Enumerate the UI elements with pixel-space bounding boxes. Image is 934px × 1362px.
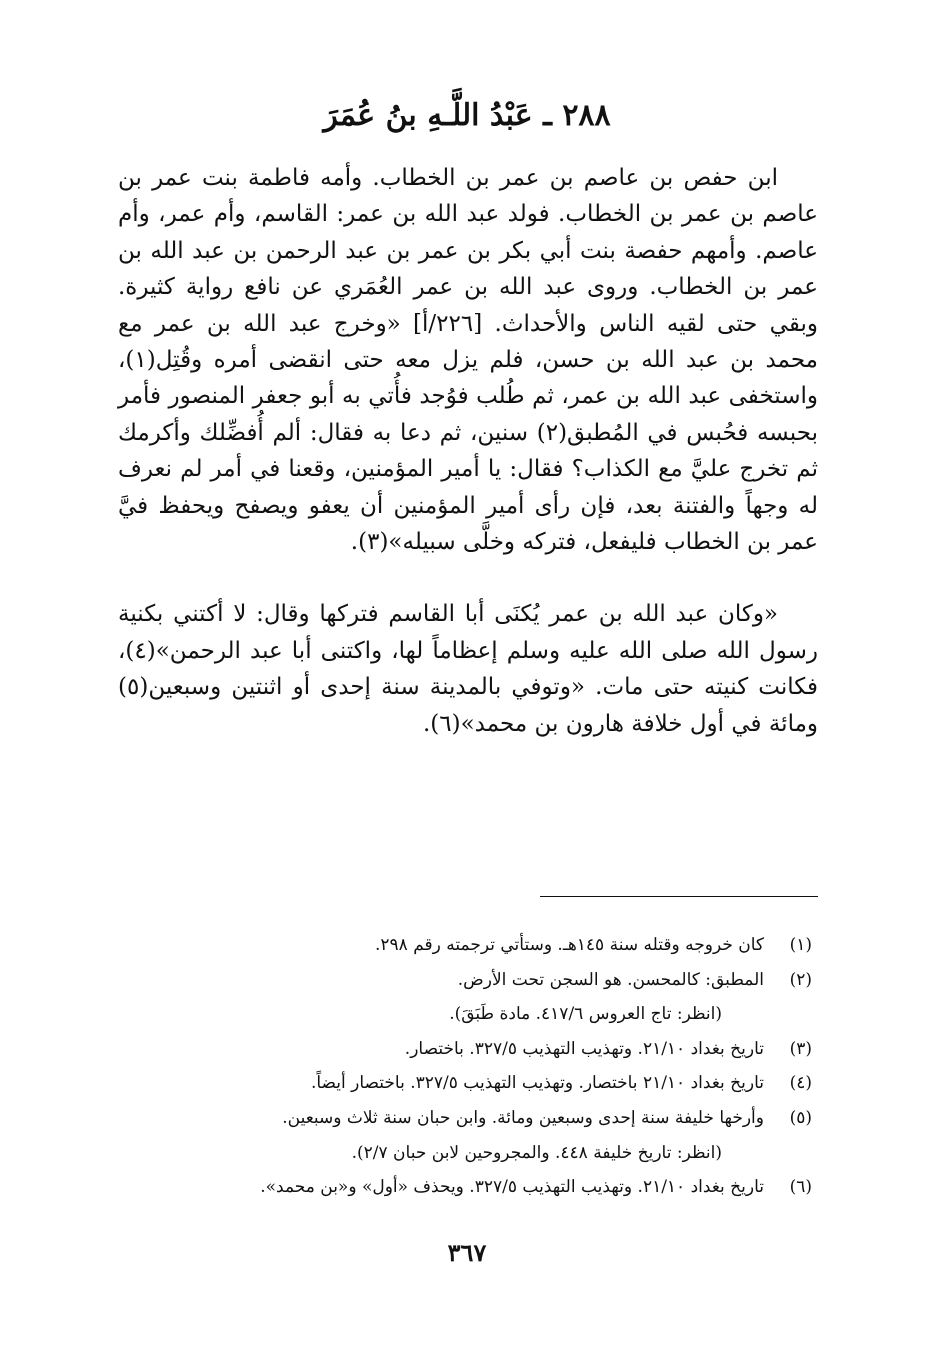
footnote-4 [130, 1066, 812, 1101]
footnote-number: (١) [789, 935, 812, 955]
footnote-1 [130, 928, 812, 963]
entry-title: ٢٨٨ ـ عَبْدُ اللَّـهِ بنُ عُمَرَ [323, 98, 611, 133]
footnote-3 [130, 1032, 812, 1067]
footnote-5-continuation: (انظر: تاريخ خليفة ٤٤٨. والمجروحين لابن حبان ٢/٧). [351, 1142, 722, 1163]
main-text [118, 160, 818, 742]
footnotes [130, 928, 812, 1205]
footnote-2 [130, 963, 812, 998]
footnote-text: تاريخ بغداد ٢١/١٠. وتهذيب التهذيب ٣٢٧/٥. ويحذف «أول» و«بن محمد». [260, 1177, 764, 1198]
footnote-2-continuation: (انظر: تاج العروس ٤١٧/٦. مادة طَبَقَ). [449, 1004, 722, 1025]
footnote-text: تاريخ بغداد ٢١/١٠. وتهذيب التهذيب ٣٢٧/٥. باختصار. [404, 1038, 764, 1059]
footnote-number: (٤) [789, 1073, 812, 1094]
footnote-5 [130, 1101, 812, 1136]
footnote-6 [130, 1170, 812, 1205]
footnote-number: (٢) [789, 969, 812, 990]
page-number: ٣٦٧ [447, 1238, 487, 1267]
paragraph-biography: ابن حفص بن عاصم بن عمر بن الخطاب. وأمه فاطمة بنت عمر بن عاصم بن عمر بن الخطاب. فولد عبد الله بن عمر: القاسم، وأم عمر، وأم عاصم. وأمهم حفصة بنت أبي بكر بن عمر بن عبد الرحمن بن عبد الله بن عمر بن الخطاب. وروى عبد الله بن عمر العُمَري عن نافع رواية كثيرة. وبقي حتى لقيه الناس والأحداث. [٢٢٦/أ] «وخرج عبد الله بن عمر مع محمد بن عبد الله بن حسن، فلم يزل معه حتى انقضى أمره وقُتِل(١)، واستخفى عبد الله بن عمر، ثم طُلب فوُجد فأُتي به أبو جعفر المنصور فأمر بحبسه فحُبس في المُطبق(٢) سنين، ثم دعا به فقال: ألم أُفضِّلك وأكرمك ثم تخرج عليَّ مع الكذاب؟ فقال: يا أمير المؤمنين، وقعنا في أمر لم نعرف له وجهاً والفتنة بعد، فإن رأى أمير المؤمنين أن يعفو ويصفح ويحفظ فيَّ عمر بن الخطاب فليفعل، فتركه وخلَّى سبيله»(٣). [118, 165, 818, 556]
footnote-number: (٥) [789, 1107, 812, 1128]
footnote-number: (٦) [789, 1177, 812, 1198]
paragraph-kunya-death: «وكان عبد الله بن عمر يُكنَى أبا القاسم فتركها وقال: لا أكتني بكنية رسول الله صلى الله عليه وسلم إعظاماً لها، واكتنى أبا عبد الرحمن»(٤)، فكانت كنيته حتى مات. «وتوفي بالمدينة سنة إحدى أو اثنتين وسبعين(٥) ومائة في أول خلافة هارون بن محمد»(٦). [118, 601, 818, 737]
footnote-text: تاريخ بغداد ٢١/١٠ باختصار. وتهذيب التهذيب ٣٢٧/٥. باختصار أيضاً. [310, 1073, 764, 1094]
footnote-text: المطبق: كالمحسن. هو السجن تحت الأرض. [457, 969, 764, 990]
footnote-number: (٣) [789, 1038, 812, 1059]
footnote-text: كان خروجه وقتله سنة ١٤٥هـ. وستأتي ترجمته رقم ٢٩٨. [375, 935, 764, 955]
footnote-divider [540, 896, 818, 897]
footnote-text: وأرخها خليفة سنة إحدى وسبعين ومائة. وابن حبان سنة ثلاث وسبعين. [282, 1107, 764, 1128]
